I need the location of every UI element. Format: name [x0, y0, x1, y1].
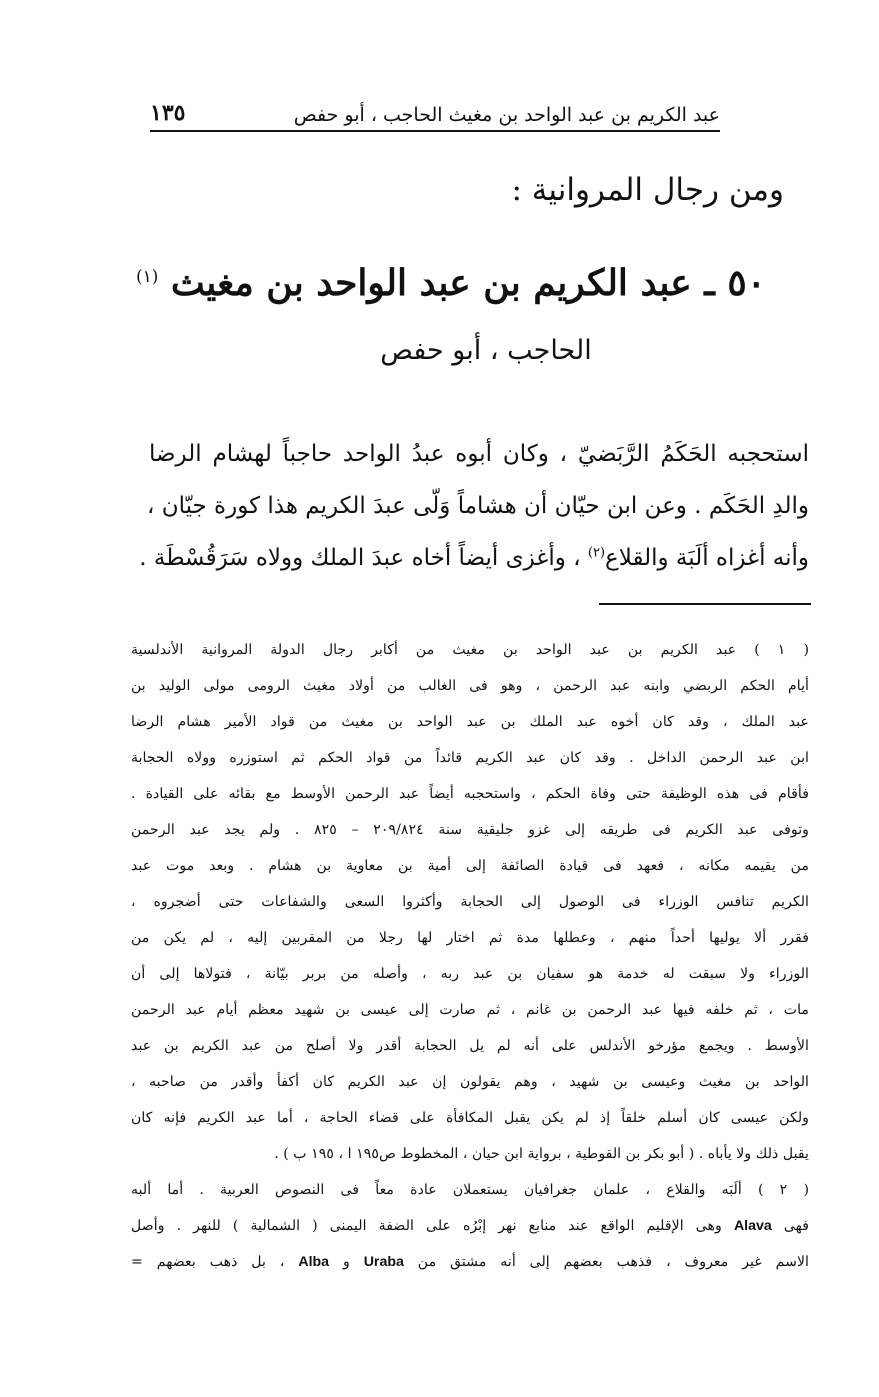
running-head [150, 92, 720, 132]
footnote-line-part: وهى الإقليم الواقع عند منابع نهر إبْرُه على الضفة اليمنى ( الشمالية ) للنهر . وأصل [131, 1218, 722, 1234]
body-line-part: ، وأغزى أيضاً أخاه عبدَ الملك وولاه سَرَقُسْطَة . [139, 545, 581, 571]
footnote-line-part: ، بل ذهب بعضهم = [131, 1254, 285, 1270]
section-heading: ومن رجال المروانية : [511, 172, 784, 208]
footnote-line: فقرر ألا يوليها أحداً منهم ، وعطلها مدة ثم اختار لها رجلا من المقربين إليه ، لم يكن من [131, 930, 809, 946]
footnote-rule [599, 603, 811, 605]
footnote-line: أيام الحكم الربضي وابنه عبد الرحمن ، وهو فى الغالب من أولاد مغيث الرومى مولى الوليد بن [131, 678, 809, 694]
page-number: ١٣٥ [150, 100, 186, 126]
footnote-line: الأوسط . ويجمع مؤرخو الأندلس على أنه لم يل الحجابة أقدر ولا أصلح من عبد الكريم بن عبد [131, 1038, 809, 1054]
body-line: والدِ الحَكَم . وعن ابن حيّان أن هشاماً وَلّى عبدَ الكريم هذا كورة جيّان ، [146, 493, 809, 519]
latin-term-uraba: Uraba [363, 1254, 404, 1270]
footnote-line-part: فهى [783, 1218, 809, 1234]
footnote-line: ابن عبد الرحمن الداخل . وقد كان عبد الكريم قائداً من قواد الحكم ثم استوزره وولاه الحجابة [131, 750, 809, 766]
body-line: استحجبه الحَكَمُ الرَّبَضيّ ، وكان أبوه عبدُ الواحد حاجباً لهشام الرضا [149, 441, 809, 467]
entry-subtitle: الحاجب ، أبو حفص [380, 335, 592, 366]
footnote-line: ( ١ ) عبد الكريم بن عبد الواحد بن مغيث من أكابر رجال الدولة المروانية الأندلسية [131, 642, 809, 658]
entry-footnote-mark[interactable]: (١) [135, 267, 159, 287]
footnote-line: وتوفى عبد الكريم فى طريقه إلى غزو جليقية سنة ٢٠٩/٨٢٤ – ٨٢٥ . ولم يجد عبد الرحمن [131, 822, 809, 838]
latin-term-alba: Alba [298, 1254, 330, 1270]
body-footnote-mark[interactable]: (٢) [587, 545, 606, 561]
body-line [139, 532, 809, 584]
footnotes [131, 632, 809, 1280]
body-line-part: وأنه أغزاه ألَبَة والقلاع [605, 545, 809, 571]
footnote-line: فأقام فى هذه الوظيفة حتى وفاة الحكم ، واستحجبه أيضاً عبد الرحمن الأوسط مع بقائه على القيادة . [131, 786, 809, 802]
footnote-line-part: الاسم غير معروف ، فذهب بعضهم إلى أنه مشتق من [417, 1254, 809, 1270]
footnote-line: عبد الملك ، وقد كان أخوه عبد الملك بن عبد الواحد بن مغيث من قواد الأمير هشام الرضا [131, 714, 809, 730]
footnote-line: الواحد بن مغيث وعيسى بن شهيد ، وهم يقولون إن عبد الكريم كان أكفأ وأقدر من صاحبه ، [131, 1074, 809, 1090]
footnote-line: من يقيمه مكانه ، فعهد فى قيادة الصائفة إلى أمية بن معاوية بن هشام . وبعد موت عبد [131, 858, 809, 874]
footnote-line: ولكن عيسى كان أسلم خلقاً إذ لم يكن يقبل المكافأة على قضاء الحاجة ، أما عبد الكريم فإنه كان [131, 1110, 809, 1126]
footnote-line: ( ٢ ) ألَبَه والقلاع ، علمان جغرافيان يستعملان عادة معاً فى النصوص العربية . أما ألبه [131, 1182, 809, 1198]
footnote-line: يقبل ذلك ولا يأباه . ( أبو بكر بن القوطية ، برواية ابن حيان ، المخطوط ص١٩٥ ا ، ١٩٥ ب ) . [274, 1146, 809, 1162]
entry-title-text: ٥٠ ـ عبد الكريم بن عبد الواحد بن مغيث [170, 262, 766, 304]
running-title: عبد الكريم بن عبد الواحد بن مغيث الحاجب ، أبو حفص [293, 104, 720, 126]
footnote-line: الوزراء ولا سبقت له خدمة هو سفيان بن عبد ربه ، وأصله من بربر بيّانة ، فتولاها إلى أن [131, 966, 809, 982]
footnote-line-part: و [342, 1254, 350, 1270]
footnote-line [131, 1244, 809, 1280]
footnote-line: مات ، ثم خلفه فيها عبد الرحمن بن غانم ، ثم صارت إلى عيسى بن شهيد معظم أيام عبد الرحمن [131, 1002, 809, 1018]
footnote-line: الكريم تنافس الوزراء فى الوصول إلى الحجابة وأكثروا السعى والشفاعات حتى أضجروه ، [131, 894, 809, 910]
body-paragraph [139, 428, 809, 584]
latin-term-alava: Alava [733, 1218, 772, 1234]
footnote-line [131, 1208, 809, 1244]
entry-title [135, 262, 766, 304]
